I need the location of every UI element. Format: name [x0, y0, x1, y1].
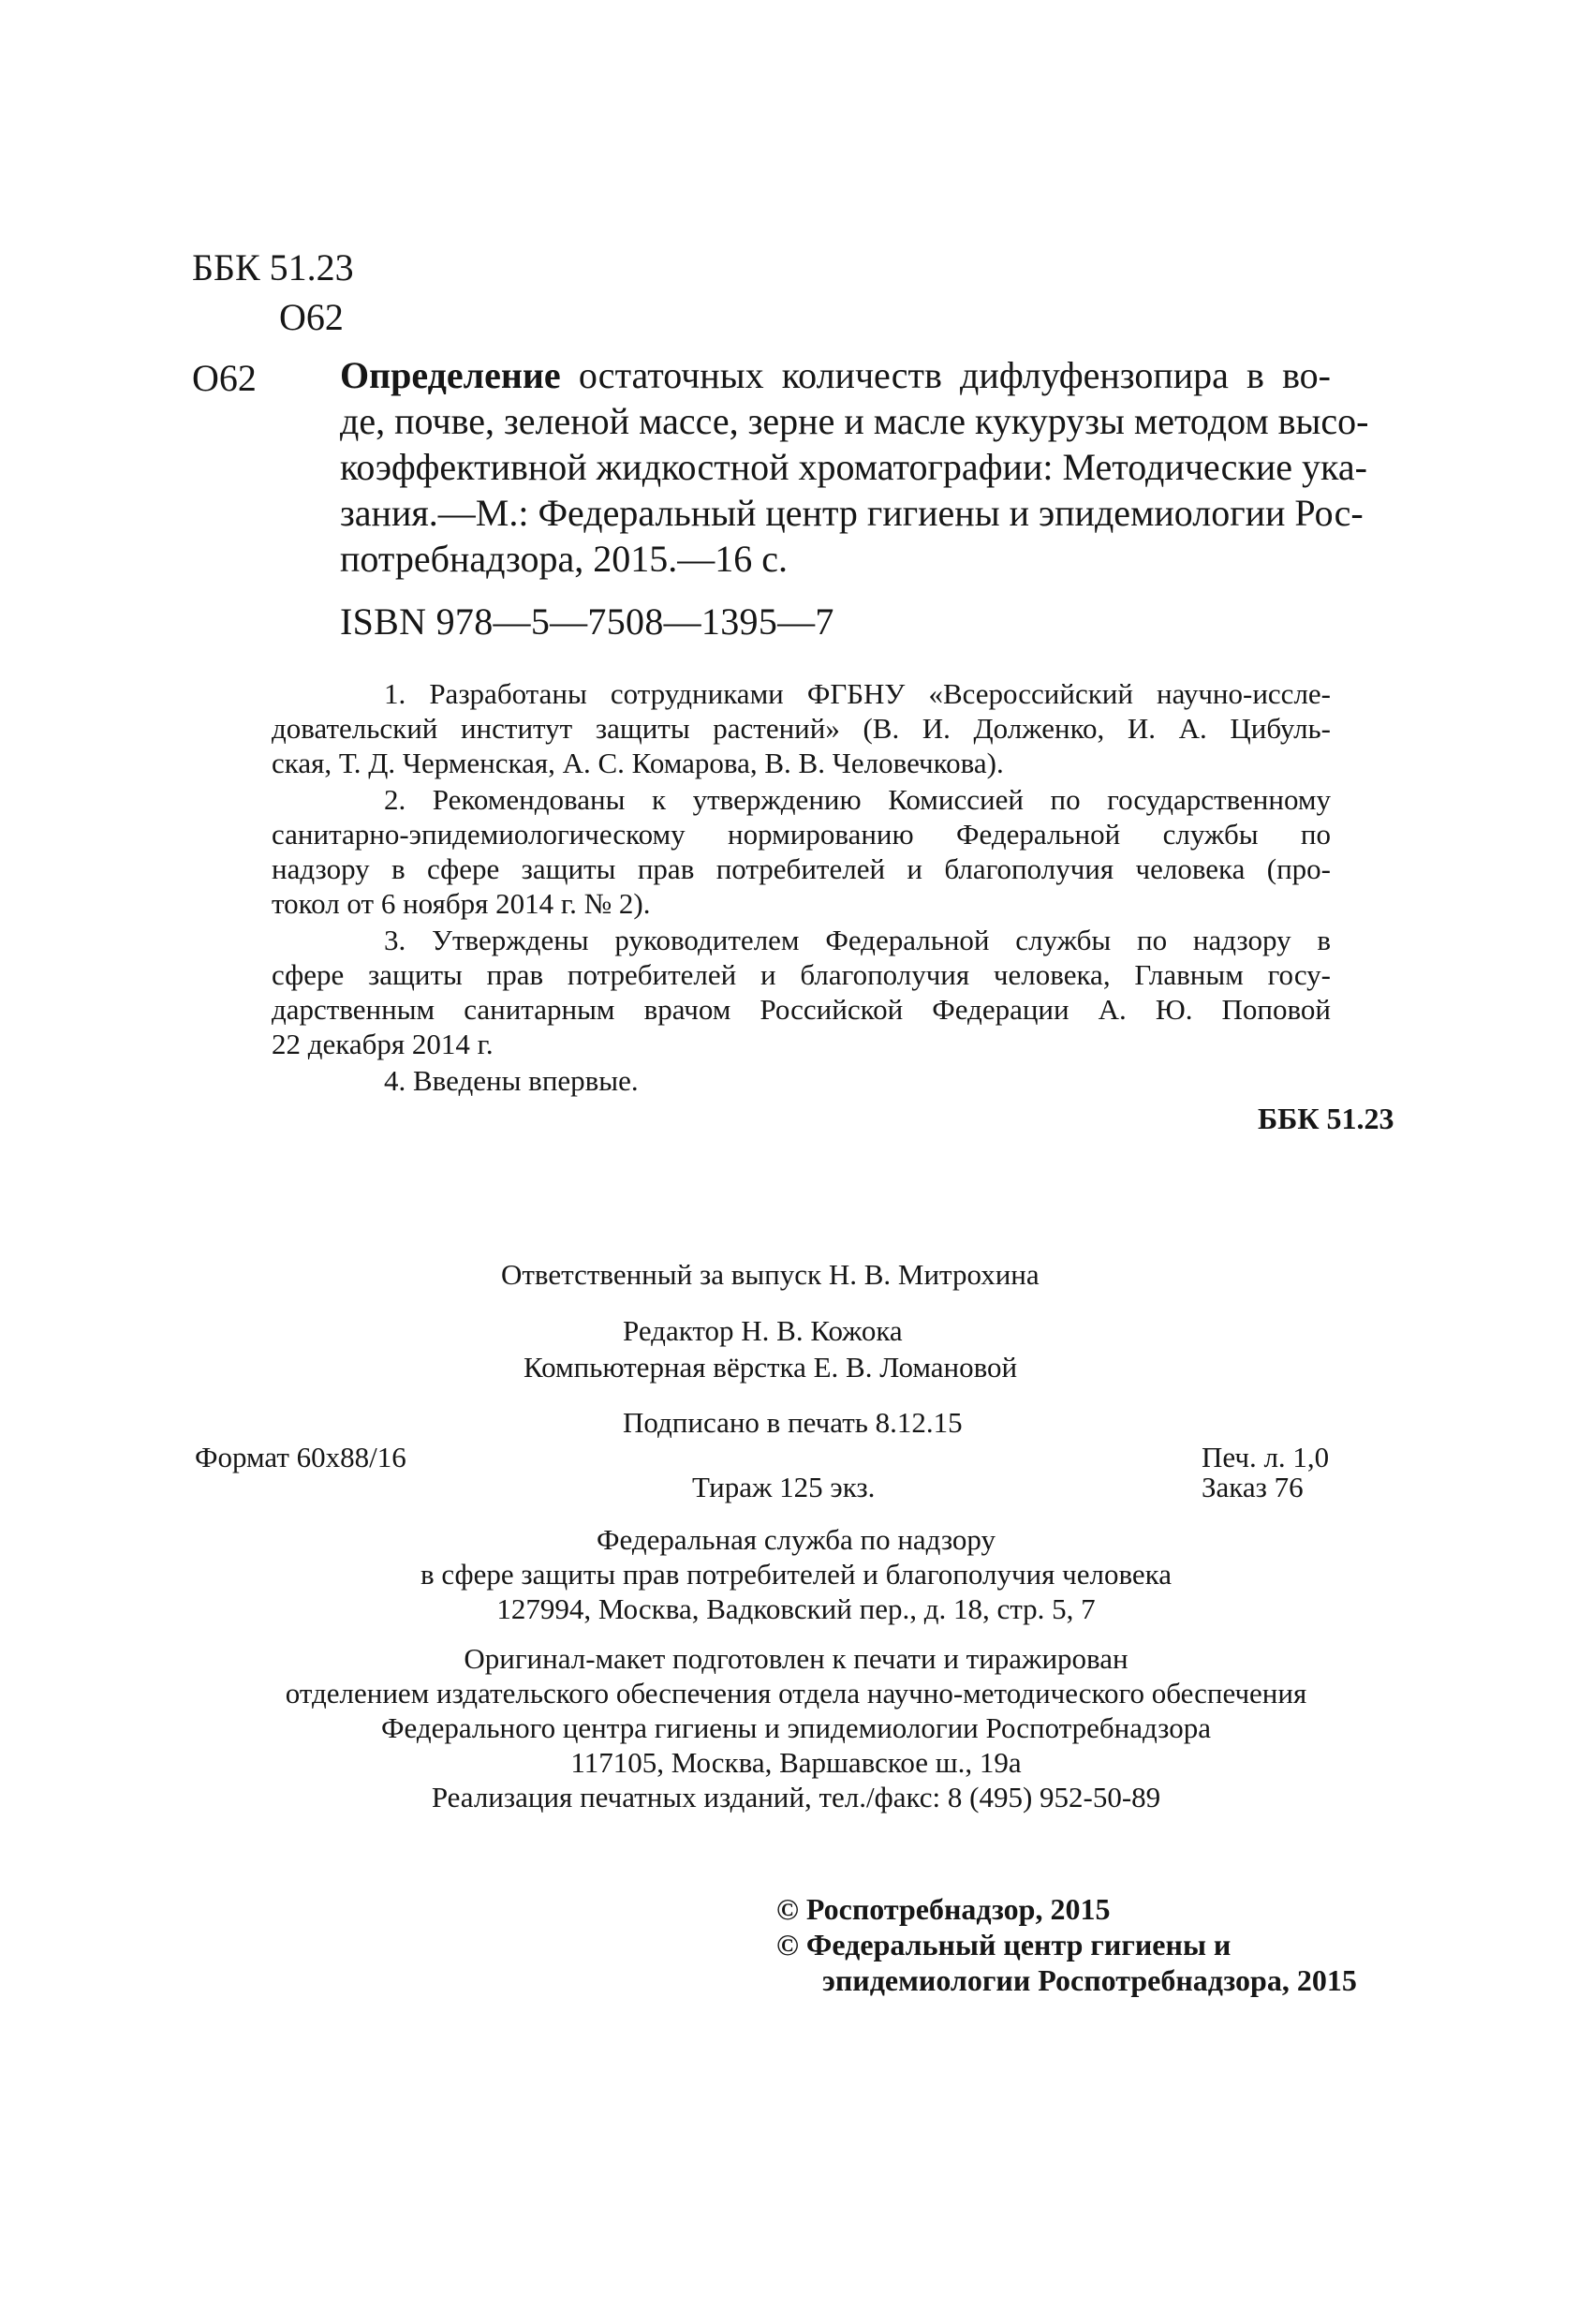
printer-line: Оригинал-макет подготовлен к печати и тиражирован — [464, 1642, 1128, 1675]
note-line: дарственным санитарным врачом Российской Федерации А. Ю. Поповой — [272, 993, 1331, 1026]
note-line: токол от 6 ноября 2014 г. № 2). — [272, 887, 651, 920]
note-line: 1. Разработаны сотрудниками ФГБНУ «Всероссийский научно-иссле- — [384, 677, 1331, 710]
catalog-entry — [340, 352, 1369, 582]
isbn: ISBN 978—5—7508—1395—7 — [340, 600, 834, 643]
printer-line: отделением издательского обеспечения отдела научно-методического обеспечения — [285, 1677, 1307, 1710]
note-line: 22 декабря 2014 г. — [272, 1028, 494, 1060]
order-number: Заказ 76 — [1202, 1471, 1304, 1503]
note-line: санитарно-эпидемиологическому нормированию Федеральной службы по — [272, 818, 1331, 851]
printer-line: Реализация печатных изданий, тел./факс: 8 (495) 952-50-89 — [431, 1781, 1161, 1813]
note-line: ская, Т. Д. Черменская, А. С. Комарова, В. В. Человечкова). — [272, 747, 1004, 779]
publisher-line: в сфере защиты прав потребителей и благополучия человека — [420, 1558, 1173, 1591]
layout-credit: Компьютерная вёрстка Е. В. Ломановой — [524, 1351, 1018, 1384]
signed-to-print: Подписано в печать 8.12.15 — [623, 1406, 963, 1439]
publisher-block — [281, 1522, 1311, 1626]
paper-format: Формат 60х88/16 — [195, 1441, 406, 1473]
responsible-person: Ответственный за выпуск Н. В. Митрохина — [501, 1258, 1040, 1291]
note-line: сфере защиты прав потребителей и благополучия человека, Главным госу- — [272, 958, 1331, 991]
note-line: надзору в сфере защиты прав потребителей и благополучия человека (про- — [272, 852, 1331, 885]
copyright-line: © Роспотребнадзор, 2015 — [776, 1892, 1111, 1926]
printer-block — [187, 1641, 1405, 1814]
note-line: 4. Введены впервые. — [384, 1064, 639, 1097]
entry-title-word: Определение — [340, 354, 561, 396]
note-line: 2. Рекомендованы к утверждению Комиссией по государственному — [384, 783, 1331, 816]
entry-line: коэффективной жидкостной хроматографии: Методические ука- — [340, 446, 1367, 488]
editor: Редактор Н. В. Кожока — [623, 1314, 903, 1347]
publisher-line: 127994, Москва, Вадковский пер., д. 18, стр. 5, 7 — [496, 1592, 1096, 1625]
entry-line: де, почве, зеленой массе, зерне и масле кукурузы методом высо- — [340, 400, 1369, 442]
entry-line-text: остаточных количеств дифлуфензопира в во- — [578, 354, 1331, 396]
printer-line: Федерального центра гигиены и эпидемиологии Роспотребнадзора — [381, 1711, 1211, 1744]
entry-author-mark: О62 — [192, 357, 257, 399]
author-mark: О62 — [279, 296, 344, 338]
entry-line — [340, 352, 1331, 398]
publisher-line: Федеральная служба по надзору — [597, 1523, 996, 1556]
bbk-classification: ББК 51.23 — [192, 246, 354, 289]
copyright-line: эпидемиологии Роспотребнадзора, 2015 — [822, 1963, 1357, 1997]
note-line: довательский институт защиты растений» (В. И. Долженко, И. А. Цибуль- — [272, 712, 1331, 745]
notes-block — [272, 676, 1331, 1098]
printer-line: 117105, Москва, Варшавское ш., 19а — [570, 1746, 1022, 1779]
bbk-classification-right: ББК 51.23 — [1258, 1102, 1394, 1135]
print-sheets: Печ. л. 1,0 — [1202, 1441, 1330, 1473]
entry-line: потребнадзора, 2015.—16 с. — [340, 538, 789, 580]
print-run: Тираж 125 экз. — [692, 1471, 876, 1503]
note-line: 3. Утверждены руководителем Федеральной службы по надзору в — [384, 924, 1331, 956]
copyright-line: © Федеральный центр гигиены и — [776, 1928, 1232, 1961]
entry-line: зания.—М.: Федеральный центр гигиены и эпидемиологии Рос- — [340, 492, 1364, 534]
